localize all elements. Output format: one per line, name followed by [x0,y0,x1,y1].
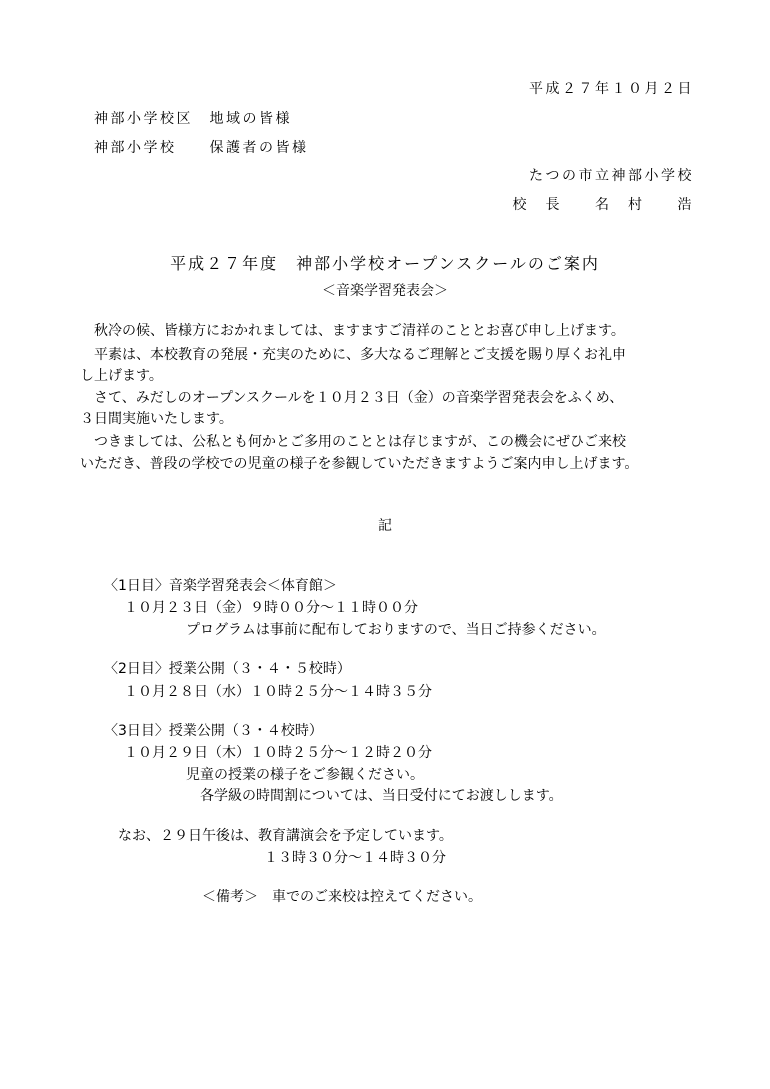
recipient-guardians: 神部小学校 保護者の皆様 [94,140,309,156]
body-line-6: つきましては、公私とも何かとご多用のこととは存じますが、この機会にぜひご来校 [94,434,626,450]
recipient-community: 神部小学校区 地域の皆様 [94,111,292,127]
day1-time: １０月２３日（金）９時００分～１１時００分 [124,600,418,616]
day3-note-1: 児童の授業の様子をご参観ください。 [186,767,424,783]
body-line-3: し上げます。 [80,368,163,384]
day3-time: １０月２９日（木）１０時２５分～１２時２０分 [124,745,432,761]
day3-heading: 〈3日目〉授業公開（３・４校時） [104,723,323,739]
sender-principal: 校 長 名 村 浩 [512,197,694,213]
body-line-2: 平素は、本校教育の発展・充実のために、多大なるご理解とご支援を賜り厚くお礼申 [94,347,626,363]
body-line-1: 秋冷の候、皆様方におかれましては、ますますご清祥のこととお喜び申し上げます。 [94,323,625,339]
ki-heading: 記 [378,518,392,534]
body-line-7: いただき、普段の学校での児童の様子を参観していただきますようご案内申し上げます。 [80,456,639,472]
day1-heading: 〈1日目〉音楽学習発表会＜体育館＞ [104,578,337,594]
remarks: ＜備考＞ 車でのご来校は控えてください。 [202,889,482,905]
lecture-notice: なお、２９日午後は、教育講演会を予定しています。 [118,828,453,844]
day1-note: プログラムは事前に配布しておりますので、当日ご持参ください。 [186,622,606,638]
lecture-time: １３時３０分～１４時３０分 [264,850,446,866]
document-date: 平成２７年１０月２日 [529,81,694,97]
body-line-5: ３日間実施いたします。 [80,411,233,427]
sender-school: たつの市立神部小学校 [529,168,694,184]
body-line-4: さて、みだしのオープンスクールを１０月２３日（金）の音楽学習発表会をふくめ、 [94,390,624,406]
day2-heading: 〈2日目〉授業公開（３・４・５校時） [104,661,351,677]
document-title: 平成２７年度 神部小学校オープンスクールのご案内 [170,254,600,273]
day3-note-2: 各学級の時間割については、当日受付にてお渡しします。 [200,788,563,804]
day2-time: １０月２８日（水）１０時２５分～１４時３５分 [124,684,432,700]
document-subtitle: ＜音楽学習発表会＞ [322,283,448,299]
